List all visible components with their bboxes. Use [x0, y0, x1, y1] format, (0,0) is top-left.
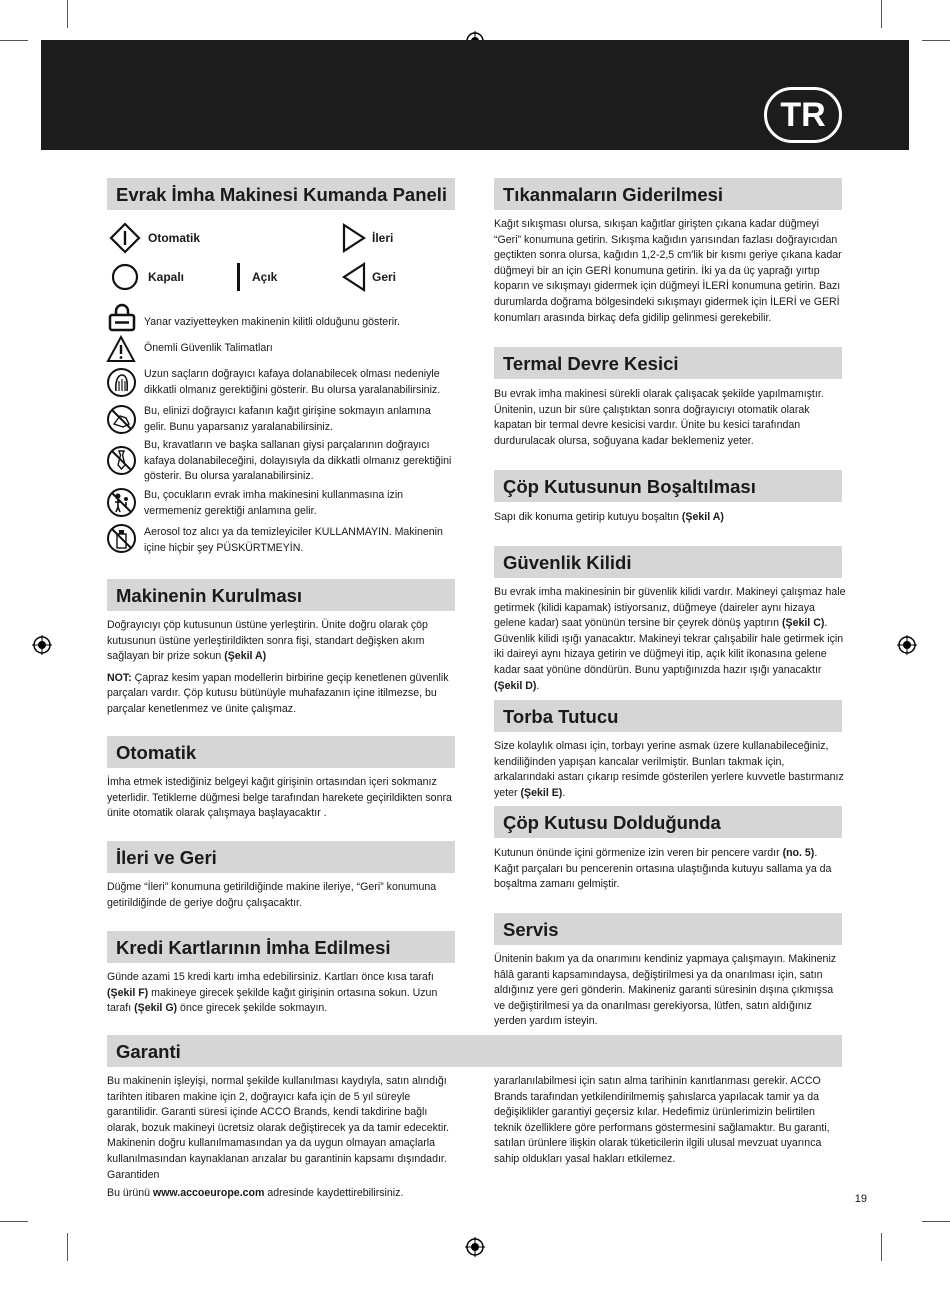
safety-lock-text [494, 585, 846, 694]
warranty-column-2: yararlanılabilmesi için satın alma tarihinin kanıtlanması gerekir. ACCO Brands tarafından yetkilendirilmemiş şahıslarca yapılacak tamir ya da değişiklikler garantiyi geçersiz kılar. Hedefimiz ürünlerimizin belirtilen teknik özelliklere göre performans göstermesini sağlamaktır. Bu garanti, satılan ürünlere ilişkin olarak tüketicilerin ilgili ulusal mevzuat uyarınca sahip oldukları yasal hakları etkilemez. [494, 1075, 830, 1165]
no-tie-icon [106, 445, 137, 476]
on-bar-icon [237, 263, 240, 291]
warning-description: Önemli Güvenlik Talimatları [144, 342, 273, 354]
crop-mark [922, 40, 950, 41]
crop-mark [0, 1221, 28, 1222]
warranty-column-1 [107, 1074, 457, 1202]
hair-warning-icon [106, 367, 137, 398]
bag-text-b: . [562, 786, 566, 799]
no-hand-icon [106, 404, 137, 435]
lock-text-c: . [536, 679, 540, 692]
section-header-empty-bin [494, 470, 842, 502]
warning-icon [106, 335, 136, 363]
figure-ref: (no. 5) [782, 847, 815, 859]
section-title: Tıkanmaların Giderilmesi [503, 184, 724, 205]
section-header-service [494, 913, 842, 945]
section-title: Servis [503, 919, 559, 940]
figure-ref: (Şekil A) [681, 511, 724, 523]
empty-bin-text [494, 510, 844, 526]
full-text-b: . Kağıt parçaları bu pencerenin ortasına ulaştığında kutuyu sallama ya da boşaltma zamanı gelmiştir. [494, 847, 832, 891]
forward-triangle-icon [341, 222, 367, 254]
forward-reverse-text: Düğme “İleri” konumuna getirildiğinde makine ileriye, “Geri” konumuna getirildiğinde de geriye doğru çalışacaktır. [107, 881, 437, 909]
no-children-icon [106, 487, 137, 518]
registration-link[interactable]: www.accoeurope.com [152, 1187, 265, 1200]
bag-holder-text [494, 739, 844, 801]
figure-ref: (Şekil A) [224, 650, 267, 663]
section-header-auto [107, 736, 455, 768]
off-circle-icon [111, 263, 139, 291]
crop-mark [67, 1233, 68, 1261]
setup-text [107, 618, 457, 718]
section-title: Kredi Kartlarının İmha Edilmesi [116, 937, 391, 958]
section-title: Çöp Kutusu Dolduğunda [503, 812, 721, 833]
no-aerosol-icon [106, 523, 137, 554]
tie-description: Bu, kravatların ve başka sallanan giysi parçalarının doğrayıcı kafaya dolanabileceğini, dolayısıyla da dikkatli olmanız gerektiğini gösterir. Bu olursa yaralanabilirsiniz. [144, 439, 452, 483]
cards-text-a: Günde azami 15 kredi kartı imha edebilirsiniz. Kartları önce kısa tarafı [107, 971, 434, 983]
section-title: Torba Tutucu [503, 706, 619, 727]
section-header-safety-lock [494, 546, 842, 578]
figure-ref: (Şekil E) [520, 786, 563, 799]
section-header-jams [494, 178, 842, 210]
note-text: Çapraz kesim yapan modellerin birbirine geçip kenetlenen güvenlik parçaları vardır. Çöp kutusu bütünüyle muhafazanın içine itilmezse, bu parçalar kenetlenmez ve ünite çalışmaz. [107, 671, 449, 715]
section-title: Termal Devre Kesici [503, 353, 679, 374]
registration-text-a: Bu ürünü [107, 1187, 150, 1200]
page-number: 19 [854, 1193, 867, 1205]
lock-text-a: Bu evrak imha makinesinin bir güvenlik kilidi vardır. Makineyi çalışmaz hale getirmek (kilidi kapamak) istiyorsanız, düğmeye (daireler aynı hizaya gelene kadar) saat yönünün tersine bir çeyrek dönüş yaptırın [494, 586, 846, 630]
jams-text: Kağıt sıkışması olursa, sıkışan kağıtlar girişten çıkana kadar düğmeyi “Geri” konumuna getirin. Sıkışma kağıdın yarısından fazlası doğrayıcıdan geçtikten sonra olursa, kağıdın 1,2-2,5 cm'lik bir kısmı geriye çıkana kadar düğmeyi bir an için GERİ konumuna getirin. İki ya da üç yaprağı yırtıp koparın ve sıkışmayı gidermek için düğmeyi İLERİ konumuna getirin. Bazı durumlarda doğrama bölgesindeki sıkışmayı gidermek için İLERİ ve GERİ konumları arasında birkaç defa gidilip gelinmesi gerekebilir. [494, 218, 842, 324]
registration-text-b: adresinde kaydettirebilirsiniz. [267, 1187, 404, 1200]
aerosol-description: Aerosol toz alıcı ya da temizleyiciler KULLANMAYIN. Makinenin içine hiçbir şey PÜSKÜRTMEYİN. [144, 526, 443, 554]
section-title: Evrak İmha Makinesi Kumanda Paneli [116, 184, 448, 205]
forward-label: İleri [372, 231, 394, 245]
crop-mark [922, 1221, 950, 1222]
lock-icon [107, 302, 137, 332]
section-header-bin-full [494, 806, 842, 838]
section-header-thermal [494, 347, 842, 379]
setup-paragraph: Doğrayıcıyı çöp kutusunun üstüne yerleştirin. Ünite doğru olarak çöp kutusunun üstüne yerleştirildikten sonra fişi, standart değişken akım sağlayan bir prize sokun [107, 619, 428, 663]
auto-label: Otomatik [148, 231, 201, 245]
bin-full-text [494, 846, 844, 893]
crop-mark [0, 40, 28, 41]
cards-text-c: önce girecek şekilde sokmayın. [180, 1002, 328, 1015]
reverse-triangle-icon [341, 261, 367, 293]
reverse-label: Geri [372, 270, 397, 284]
note-label: NOT: [107, 671, 132, 684]
section-header-credit-cards [107, 931, 455, 963]
crop-mark [881, 1233, 882, 1261]
figure-ref: (Şekil C) [781, 617, 825, 630]
bag-text-a: Size kolaylık olması için, torbayı yerine asmak üzere kullanabileceğiniz, kendiliğinden yapışan kancalar verilmiştir. Bunları takmak için, arkalarındaki astarı çıkarıp resimde gösterilen yerlere kuvvetle bastırmanız yeter [494, 740, 844, 799]
registration-mark-icon [32, 635, 52, 655]
section-header-warranty [107, 1035, 842, 1067]
auto-diamond-icon [109, 222, 141, 254]
section-header-control-panel [107, 178, 455, 210]
on-label: Açık [252, 270, 278, 284]
service-text: Ünitenin bakım ya da onarımını kendiniz yapmaya çalışmayın. Makineniz hâlâ garanti kapsamındaysa, değiştirilmesi ya da onarılması için, satın aldığınız yere geri gönderin. Makineniz garanti süresinin dışına çıkmışsa ve değiştirilmesi ya da onarılması gerekiyorsa, lütfen, satın aldığınız yerden yardım isteyin. [494, 953, 837, 1028]
registration-mark-icon [465, 1237, 485, 1257]
section-header-setup [107, 579, 455, 611]
figure-ref: (Şekil G) [134, 1002, 178, 1015]
section-title: Otomatik [116, 742, 197, 763]
thermal-text: Bu evrak imha makinesi sürekli olarak çalışacak şekilde yapılmamıştır. Ünitenin, uzun bir süre çalıştıktan sonra doğrayıcıyı otomatik olarak kapatan bir termal devre kesicisi vardır. Ünite bu kesici tarafından durdurulacak olursa, soğuyana kadar beklemeniz yeter. [494, 388, 824, 447]
child-description: Bu, çocukların evrak imha makinesini kullanmasına izin vermemeniz gerektiği anlamına gelir. [144, 489, 404, 517]
section-title: Makinenin Kurulması [116, 585, 303, 606]
section-header-bag-holder [494, 700, 842, 732]
hair-description: Uzun saçların doğrayıcı kafaya dolanabilecek olması nedeniyle dikkatli olmanız gerektiğini gösterir. Bu olursa yaralanabilirsiniz. [144, 368, 441, 396]
figure-ref: (Şekil D) [494, 679, 537, 692]
section-title: Çöp Kutusunun Boşaltılması [503, 476, 756, 497]
section-title: İleri ve Geri [116, 847, 217, 868]
auto-text: İmha etmek istediğiniz belgeyi kağıt girişinin ortasından içeri sokmanız yeterlidir. Tetikleme düğmesi belge tarafından harekete geçirildikten sonra ünite otomatik olarak çalışmaya başlayacaktır . [107, 776, 452, 820]
crop-mark [67, 0, 68, 28]
lock-description: Yanar vaziyetteyken makinenin kilitli olduğunu gösterir. [144, 316, 400, 328]
warranty-paragraph: Bu makinenin işleyişi, normal şekilde kullanılması kaydıyla, satın alındığı tarihten itibaren makine için 2, doğrayıcı kafa için de 5 yıl süreyle garantilidir. Garanti süresi içinde ACCO Brands, kendi takdirine bağlı olarak, bozuk makineyi ücretsiz olarak değiştirecek ya da tamir edecektir. Makinenin doğru kullanılmamasından ya da uygun olmayan amaçlarla kullanılmasından kaynaklanan arızalar bu garantinin kapsamı dışındadır. Garantiden [107, 1075, 450, 1181]
lock-text-b: . Güvenlik kilidi ışığı yanacaktır. Makineyi tekrar çalışabilir hale getirmek için iki daireyi aynı hizaya getirin ve düğmeyi itip, açık kilit ikonasına gelene kadar saat yönüne döndürün. Bunu yaptığınızda hazır ışığı yanacaktır [494, 617, 844, 676]
full-text-a: Kutunun önünde içini görmenize izin veren bir pencere vardır [494, 847, 780, 859]
registration-mark-icon [897, 635, 917, 655]
language-badge: TR [764, 87, 842, 143]
crop-mark [881, 0, 882, 28]
section-header-forward-reverse [107, 841, 455, 873]
off-label: Kapalı [148, 270, 185, 284]
hand-description: Bu, elinizi doğrayıcı kafanın kağıt girişine sokmayın anlamına gelir. Bunu yaparsanız yaralanabilirsiniz. [144, 405, 431, 433]
empty-bin-paragraph: Sapı dik konuma getirip kutuyu boşaltın [494, 511, 679, 523]
credit-cards-text [107, 970, 457, 1017]
cards-text-b: makineye girecek şekilde kağıt girişinin ortasına sokun. Uzun tarafı [107, 986, 438, 1015]
section-title: Güvenlik Kilidi [503, 552, 632, 573]
section-title: Garanti [116, 1041, 181, 1062]
figure-ref: (Şekil F) [107, 986, 149, 999]
